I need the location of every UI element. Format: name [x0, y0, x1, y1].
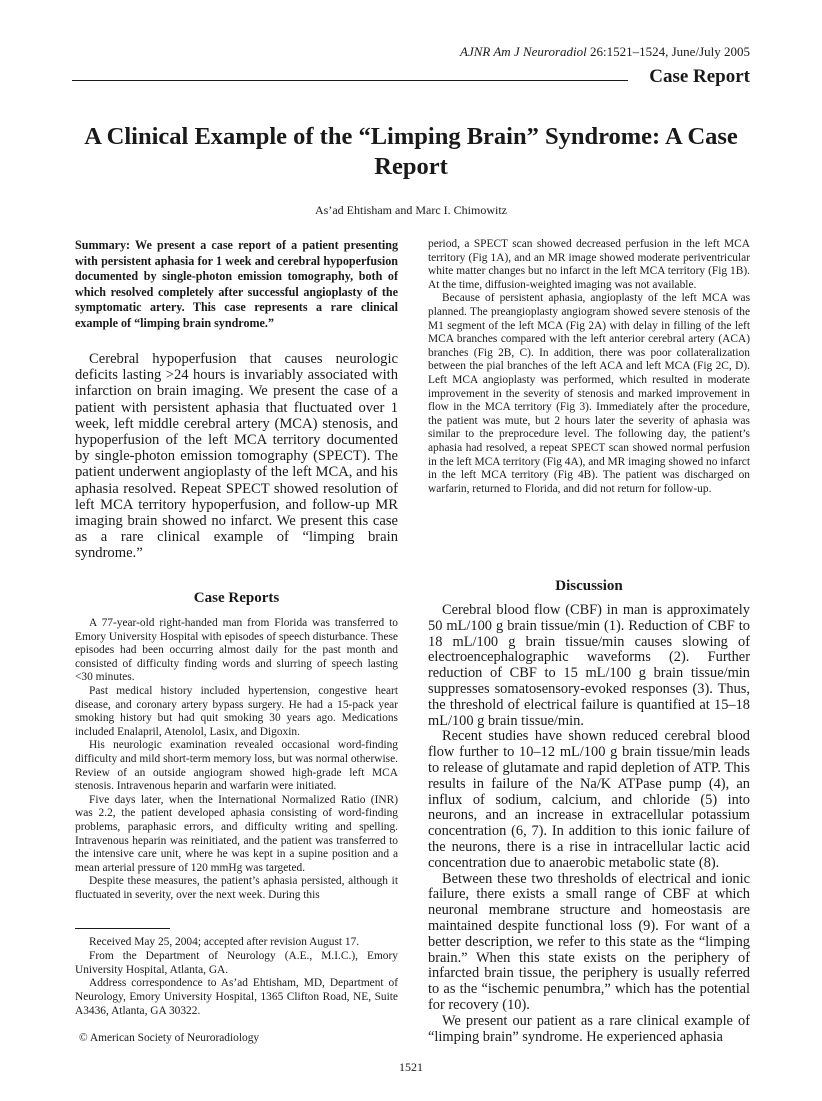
article-title: A Clinical Example of the “Limping Brain” Syndrome: A Case Report [84, 123, 738, 180]
discussion-heading: Discussion [555, 578, 623, 594]
case-reports-heading: Case Reports [193, 590, 280, 606]
discussion-paragraph: Cerebral blood flow (CBF) in man is approximately 50 mL/100 g brain tissue/min (1). Reduction of CBF to 18 mL/100 g brain tissue/min causes slowing of electroencephalographic waveforms (2). Further reduction of CBF to 15 mL/100 g brain tissue/min suppresses somatosensory-evoked responses (3). Thus, the threshold of electrical failure is quantified at 15–18 mL/100 g brain tissue/min. [428, 602, 750, 729]
footnote-divider [75, 928, 170, 929]
case-paragraph: Past medical history included hypertension, congestive heart disease, and coronary artery bypass surgery. He had a 15-pack year smoking history but had quit smoking 30 years ago. Medications included Enalapril, Atenolol, Lasix, and Digoxin. [75, 684, 398, 738]
footnotes [75, 936, 398, 1019]
discussion-paragraph: Recent studies have shown reduced cerebral blood flow further to 10–12 mL/100 g brain tissue/min leads to release of glutamate and rapid depletion of ATP. This results in failure of the Na/K ATPase pump (4), an influx of sodium, calcium, and chloride (5) into neurons, and an increase in extracellular potassium concentration (6, 7). In addition to this ionic failure of the neurons, there is a rise in intracellular lactic acid concentration due to anaerobic metabolic state (8). [428, 728, 750, 871]
abstract-summary: Summary: We present a case report of a patient presenting with persistent aphasia for 1 week and cerebral hypoperfusion documented by single-photon emission tomography, both of which resolved completely after successful angioplasty of the symptomatic artery. This case represents a rare clinical example of “limping brain syndrome.” [75, 238, 398, 330]
section-label: Case Report [649, 66, 750, 87]
header-rule [72, 80, 628, 81]
footnote-correspondence: Address correspondence to As’ad Ehtisham, MD, Department of Neurology, Emory University Hospital, 1365 Clifton Road, NE, Suite A3436, Atlanta, GA 30322. [75, 977, 398, 1017]
case-continuation-paragraph: period, a SPECT scan showed decreased perfusion in the left MCA territory (Fig 1A), and an MR image showed moderate periventricular white matter changes but no infarct in the left MCA territory (Fig 1B). At the time, diffusion-weighted imaging was not available. [428, 238, 750, 291]
case-paragraph: A 77-year-old right-handed man from Florida was transferred to Emory University Hospital with episodes of speech disturbance. These episodes had been occurring almost daily for the past month and consisted of difficulty finding words and slurring of speech lasting <30 minutes. [75, 617, 398, 684]
case-paragraph: Five days later, when the International Normalized Ratio (INR) was 2.2, the patient developed aphasia consisting of word-finding problems, paraphasic errors, and difficulty writing and spelling. Intravenous heparin was reinitiated, and the patient was transferred to the intensive care unit, where he was kept in a supine position and a mean arterial pressure of 120 mmHg was targeted. [75, 793, 398, 874]
journal-name: AJNR Am J Neuroradiol [460, 44, 587, 59]
author-list: As’ad Ehtisham and Marc I. Chimowitz [315, 203, 507, 217]
page-number: 1521 [399, 1060, 423, 1074]
case-paragraph: Despite these measures, the patient’s aphasia persisted, although it fluctuated in severity, over the next week. During this [75, 875, 398, 901]
footnote-received: Received May 25, 2004; accepted after revision August 17. [89, 936, 360, 948]
footnote-affiliation: From the Department of Neurology (A.E., M.I.C.), Emory University Hospital, Atlanta, GA. [75, 949, 398, 976]
case-continuation [428, 238, 750, 496]
journal-citation [460, 44, 750, 60]
case-reports-body [75, 617, 398, 902]
intro-paragraph: Cerebral hypoperfusion that causes neurologic deficits lasting >24 hours is invariably associated with infarction on brain imaging. We present the case of a patient with persistent aphasia that fluctuated over 1 week, left middle cerebral artery (MCA) stenosis, and hypoperfusion of the left MCA territory documented by single-photon emission tomography (SPECT). The patient underwent angioplasty of the left MCA, and his aphasia resolved. Repeat SPECT showed resolution of left MCA territory hypoperfusion, and follow-up MR imaging brain showed no infarct. We present this case as a rare clinical example of “limping brain syndrome.” [75, 351, 398, 562]
copyright-notice: © American Society of Neuroradiology [79, 1032, 260, 1044]
discussion-body [428, 603, 750, 1045]
case-continuation-paragraph: Because of persistent aphasia, angioplasty of the left MCA was planned. The preangioplasty angiogram showed severe stenosis of the M1 segment of the left MCA (Fig 2A) with delay in filling of the left MCA branches compared with the left anterior cerebral artery (ACA) branches (Fig 2B, C). In addition, there was poor collateralization between the pial branches of the left ACA and left MCA (Fig 2C, D). Left MCA angioplasty was performed, which resulted in moderate improvement in the severity of stenosis and marked improvement in flow in the MCA territory (Fig 3). Immediately after the procedure, the patient was mute, but 2 hours later the severity of aphasia was similar to the preprocedure level. The following day, the patient’s aphasia had resolved, a repeat SPECT scan showed normal perfusion in the left MCA territory (Fig 4A), and MR imaging showed no infarct in the left MCA territory (Fig 4B). The patient was discharged on warfarin, returned to Florida, and did not return for follow-up. [428, 292, 750, 495]
case-paragraph: His neurologic examination revealed occasional word-finding difficulty and mild short-term memory loss, but was normal otherwise. Review of an outside angiogram showed high-grade left MCA stenosis. Intravenous heparin and warfarin were initiated. [75, 739, 398, 793]
discussion-paragraph: Between these two thresholds of electrical and ionic failure, there exists a small range of CBF at which neuronal membrane structure and homeostasis are maintained despite functional loss (9). For want of a better description, we refer to this state as the “limping brain.” When this state exists on the periphery of infarcted brain tissue, the periphery is usually referred to as the “ischemic penumbra,” which has the potential for recovery (10). [428, 870, 750, 1013]
discussion-paragraph: We present our patient as a rare clinical example of “limping brain” syndrome. He experienced aphasia [428, 1012, 750, 1045]
journal-volume: 26:1521–1524, June/July 2005 [590, 44, 750, 59]
